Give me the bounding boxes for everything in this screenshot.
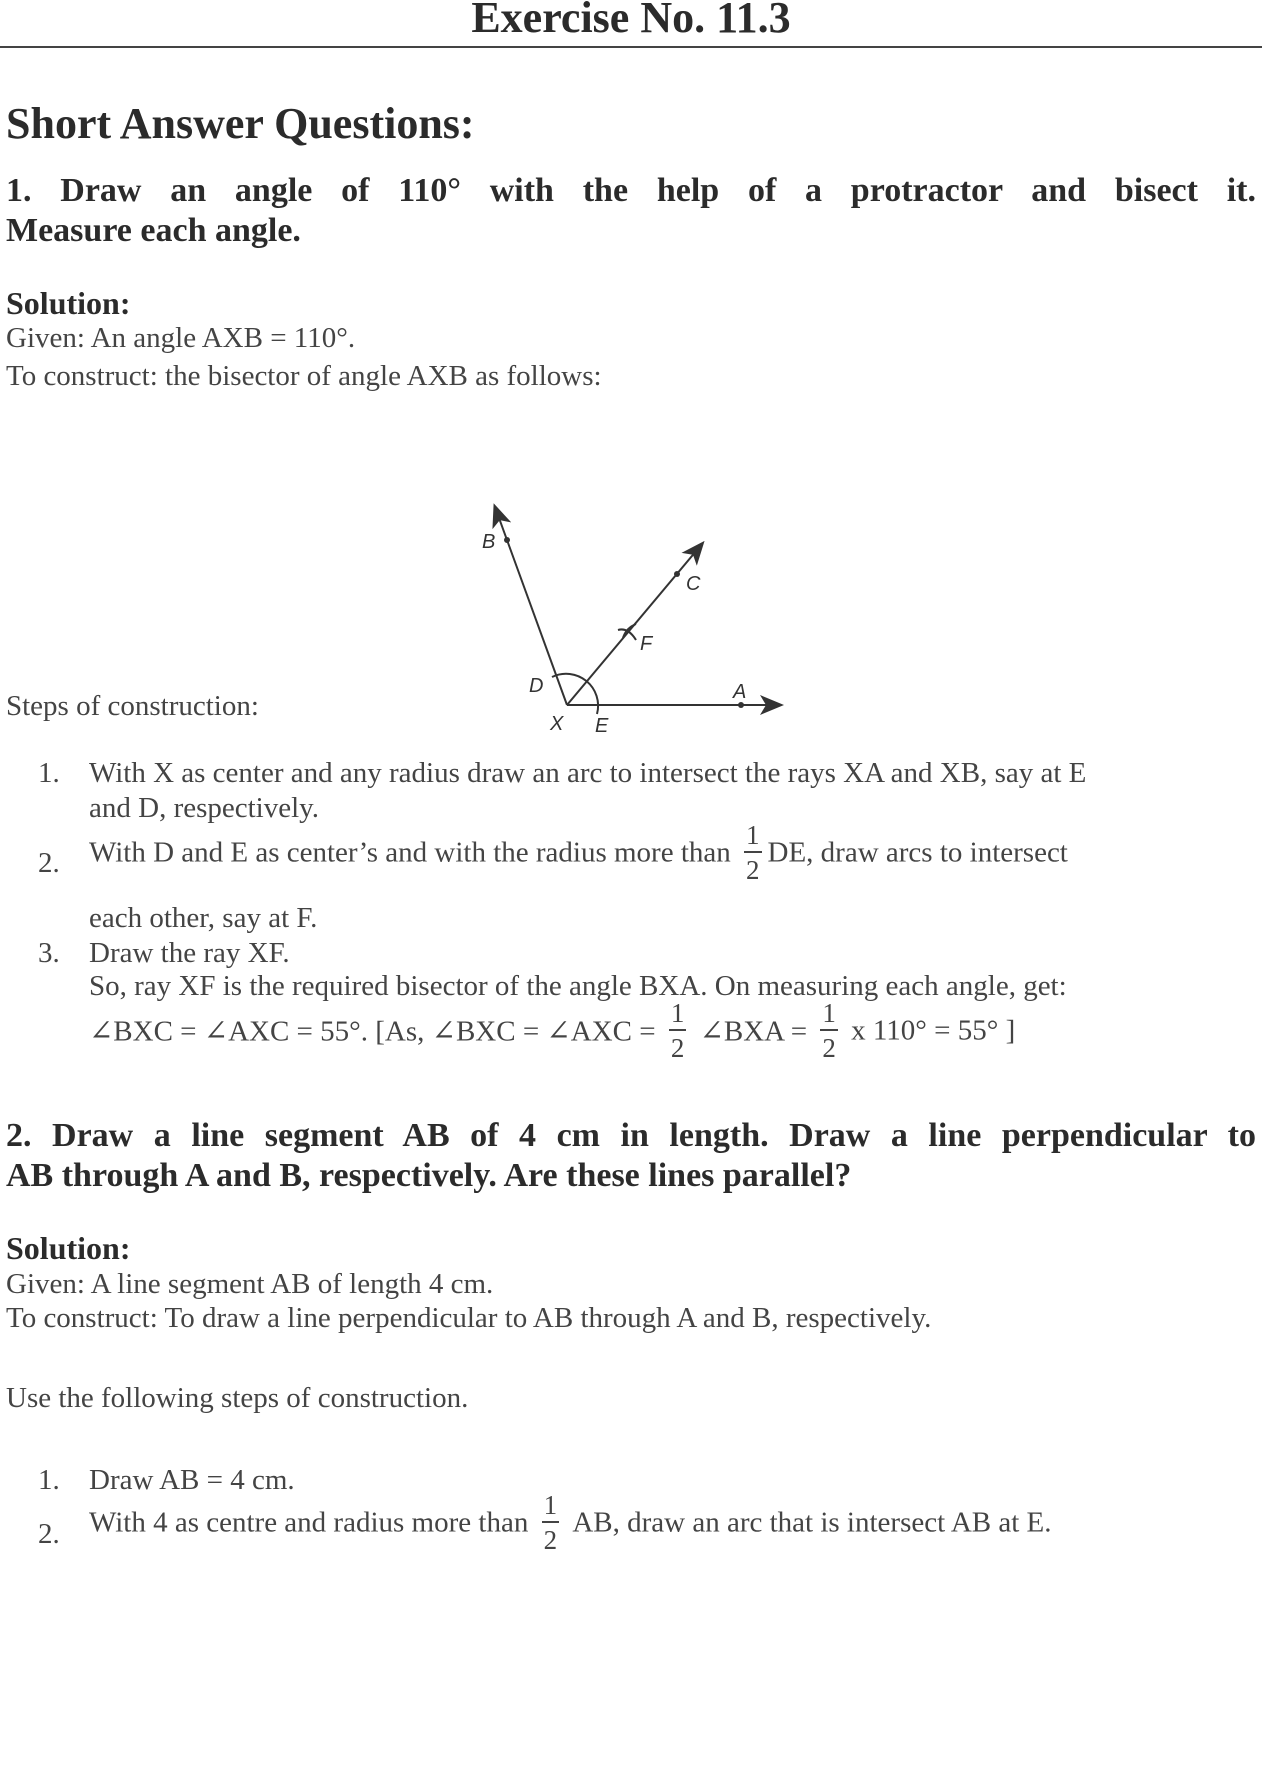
equation-text: ∠BXC = ∠AXC = 55°. [As, ∠BXC = ∠AXC = — [89, 1015, 656, 1048]
angle-bisector-figure — [440, 480, 800, 740]
solution-1-given: Given: An angle AXB = 110°. — [6, 322, 356, 354]
label-D: D — [529, 675, 544, 697]
question-1-line1: 1. Draw an angle of 110° with the help of a protractor and bisect it. — [6, 172, 1256, 209]
label-C: C — [686, 573, 701, 595]
question-1-line2: Measure each angle. — [6, 212, 301, 249]
step-text: each other, say at F. — [89, 902, 318, 934]
step-number: 1. — [38, 1464, 60, 1496]
solution-2-to-construct: To construct: To draw a line perpendicular to AB through A and B, respectively. — [6, 1302, 932, 1334]
steps-heading-1: Steps of construction: — [6, 690, 259, 722]
question-2-line2: AB through A and B, respectively. Are these lines parallel? — [6, 1157, 852, 1194]
title-divider — [0, 46, 1262, 48]
step-text: With X as center and any radius draw an arc to intersect the rays XA and XB, say at E — [89, 757, 1087, 789]
label-F: F — [640, 633, 653, 655]
step-number: 2. — [38, 847, 60, 879]
step-text: Draw the ray XF. — [89, 937, 290, 969]
step-text: With 4 as centre and radius more than — [89, 1506, 529, 1539]
label-B: B — [482, 531, 496, 553]
step-text: AB, draw an arc that is intersect AB at E. — [572, 1506, 1052, 1539]
section-heading: Short Answer Questions: — [6, 99, 475, 148]
steps-heading-2: Use the following steps of construction. — [6, 1382, 469, 1414]
fraction-half: $\frac{1}{2}$ — [670, 998, 685, 1063]
angle-equation — [89, 1000, 1015, 1062]
step-text-with-fraction — [89, 1492, 1052, 1554]
step-number: 1. — [38, 757, 60, 789]
fraction-half: $\frac{1}{2}$ — [822, 998, 836, 1063]
step-text: DE, draw arcs to intersect — [767, 836, 1068, 869]
label-E: E — [595, 715, 609, 737]
step-number: 2. — [38, 1518, 60, 1550]
question-2-line1: 2. Draw a line segment AB of 4 cm in length. Draw a line perpendicular to — [6, 1117, 1256, 1154]
step-text: So, ray XF is the required bisector of the angle BXA. On measuring each angle, get: — [89, 970, 1067, 1002]
solution-2-label: Solution: — [6, 1230, 131, 1266]
fraction-half: $\frac{1}{2}$ — [543, 1490, 558, 1555]
step-text: With D and E as center’s and with the radius more than — [89, 836, 731, 869]
fraction-half: $\frac{1}{2}$ — [746, 820, 760, 885]
solution-1-to-construct: To construct: the bisector of angle AXB as follows: — [6, 360, 602, 392]
step-text: and D, respectively. — [89, 792, 320, 824]
step-text-with-fraction — [89, 822, 1068, 884]
equation-text: ∠BXA = — [699, 1015, 808, 1048]
step-text: Draw AB = 4 cm. — [89, 1464, 295, 1496]
step-number: 3. — [38, 937, 60, 969]
label-A: A — [733, 681, 747, 703]
equation-text: x 110° = 55° ] — [851, 1014, 1016, 1047]
page-title: Exercise No. 11.3 — [471, 0, 791, 42]
solution-1-label: Solution: — [6, 285, 131, 321]
solution-2-given: Given: A line segment AB of length 4 cm. — [6, 1268, 494, 1300]
label-X: X — [550, 713, 564, 735]
